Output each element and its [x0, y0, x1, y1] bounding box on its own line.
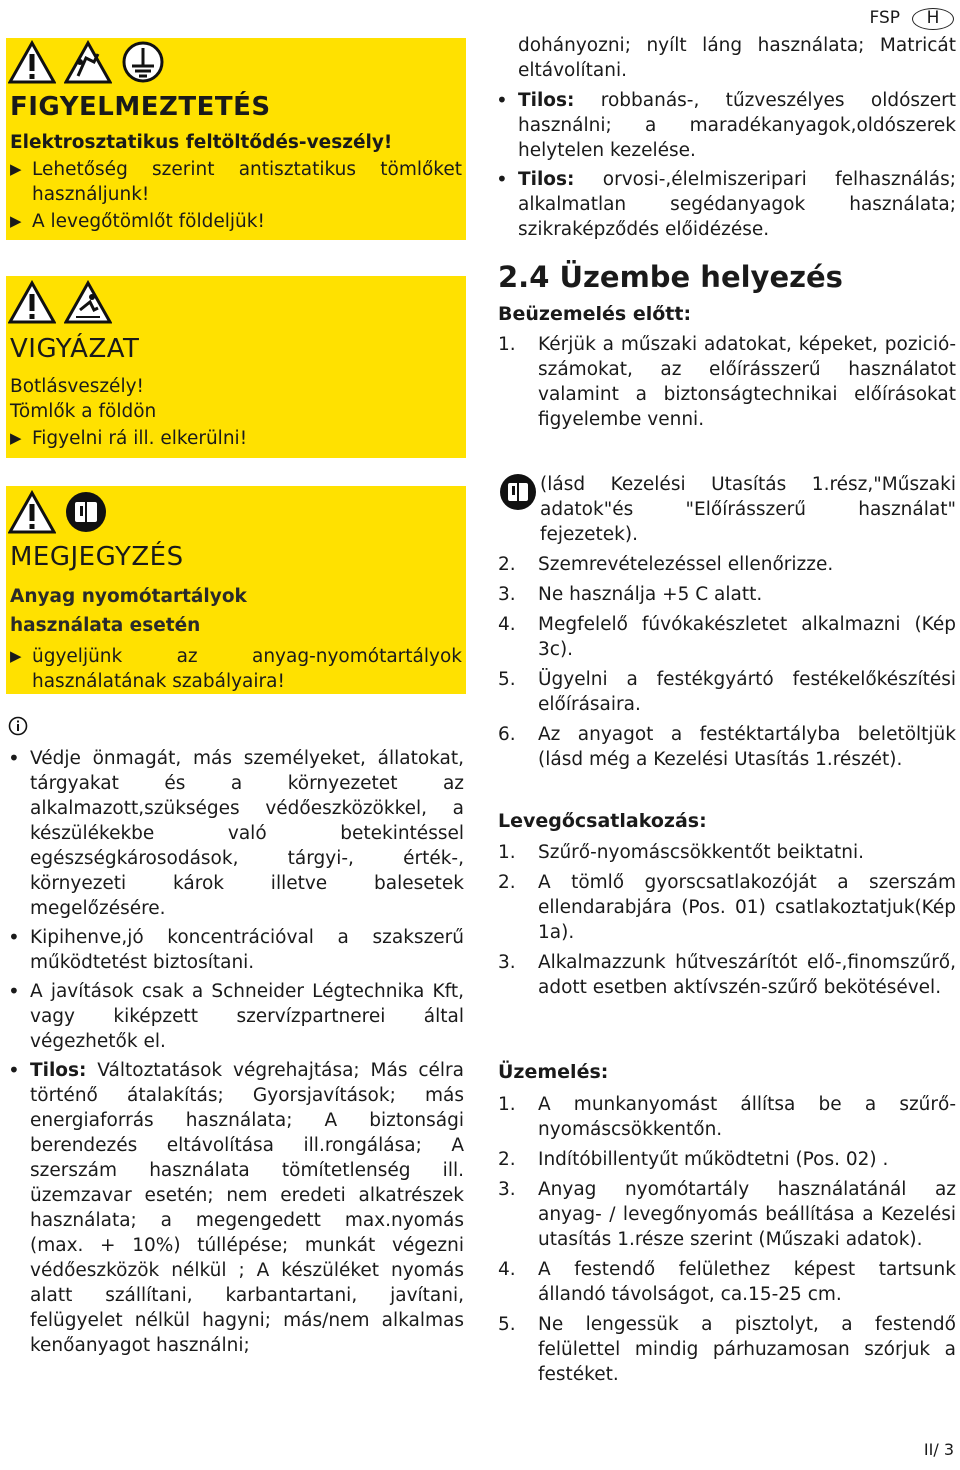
operation-list	[498, 1092, 956, 1392]
continuation-text: dohányozni; nyílt láng használata; Matricát eltávolítani.	[518, 35, 956, 81]
list-item: 6. Az anyagot a festéktartályba beletöltjük (lásd még a Kezelési Utasítás 1.részét).	[498, 724, 956, 770]
arrow-right-icon: ▶	[10, 429, 22, 447]
list-item: • Tilos: Változtatások végrehajtása; Más célra történő átalakítás; Gyorsjavítások; más energiaforrás használata; A biztonsági berendezés eltávolítása ill.rongálása; A szerszám használata tömítetlenség ill. üzemzavar esetén; nem eredeti alkatrészek használata; a megengedett max.nyomás (max. + 10%) túllépése; munkát végezni védőeszközök nélkül ; A készüléket nyomás alatt szállítani, karbantartani, javítani, felügyelet nélkül hagyni; más/nem alkalmas kenőanyagot használni;	[6, 1058, 464, 1358]
before-startup-heading: Beüzemelés előtt:	[498, 303, 692, 325]
list-item: 5. Ne lengessük a pisztolyt, a festendő felülettel mindig párhuzamosan szórjuk a festéket.	[498, 1314, 956, 1385]
info-icon	[8, 716, 28, 736]
section-title: 2.4 Üzembe helyezés	[498, 260, 843, 294]
list-item: 3. Ne használja +5 C alatt.	[498, 584, 763, 605]
warning-triangle-icon	[8, 40, 56, 84]
read-manual-icon	[498, 472, 538, 512]
caution-line: ▶ Figyelni rá ill. elkerülni!	[10, 428, 248, 449]
safety-bullet-list	[6, 746, 464, 1362]
caution-box	[6, 276, 466, 458]
operation-heading: Üzemelés:	[498, 1061, 609, 1083]
list-item: 4. Megfelelő fúvókakészletet alkalmazni (Kép 3c).	[498, 614, 956, 660]
caution-icons	[6, 276, 466, 326]
page-number: II/ 3	[923, 1440, 954, 1459]
prohibition-list	[494, 88, 956, 246]
list-item: • A javítások csak a Schneider Légtechnika Kft, vagy kiképzett szervízpartnerei által végezhetők el.	[6, 979, 464, 1054]
caution-subtitle: Botlásveszély!	[10, 376, 144, 397]
note-title: MEGJEGYZÉS	[10, 542, 184, 572]
doc-code: FSP	[869, 8, 900, 28]
arrow-right-icon: ▶	[10, 160, 22, 178]
list-item: 3. Alkalmazzunk hűtveszárítót elő-,finomszűrő, adott esetben aktívszén-szűrő bekötésével.	[498, 952, 956, 998]
note-subtitle: Anyag nyomótartályok	[10, 586, 247, 607]
list-item: 4. A festendő felülethez képest tartsunk állandó távolságot, ca.15-25 cm.	[498, 1259, 956, 1305]
warning-title: FIGYELMEZTETÉS	[10, 92, 271, 122]
grounding-icon	[120, 40, 166, 84]
caution-subtitle: Tömlők a földön	[10, 401, 157, 422]
warning-triangle-icon	[8, 490, 56, 534]
before-startup-item-1: 1. Kérjük a műszaki adatokat, képeket, poziciószámokat, az előírásszerű használatot valamint a biztonságtechnikai előírásokat figyelembe venni.	[498, 334, 956, 430]
electrostatic-hazard-icon	[64, 40, 112, 84]
air-connection-list	[498, 840, 956, 1005]
list-item: 5. Ügyelni a festékgyártó festékelőkészítési előírásaira.	[498, 669, 956, 715]
list-item: • Védje önmagát, más személyeket, állatokat, tárgyakat és a környezetet az alkalmazott,szükséges védőeszközökkel, a készülékekbe való betekintéssel egészségkárosodások, tárgyi-, érték-, környezeti károk illetve balesetek megelőzésére.	[6, 746, 464, 921]
warning-box	[6, 38, 466, 240]
list-item: • Kipihenve,jó koncentrációval a szakszerű működtetést biztosítani.	[6, 925, 464, 975]
list-item: • Tilos: orvosi-,élelmiszeripari felhasználás; alkalmatlan segédanyagok használata; szikraképződés előidézése.	[494, 167, 956, 242]
caution-title: VIGYÁZAT	[10, 334, 140, 364]
note-line: ▶ ügyeljünk az anyag-nyomótartályok használatának szabályaira!	[10, 646, 462, 692]
before-startup-list	[498, 552, 956, 777]
list-item: 3. Anyag nyomótartály használatánál az anyag- / levegőnyomás beállítása a Kezelési utasítás 1.része szerint (Műszaki adatok).	[498, 1179, 956, 1250]
warning-line: ▶ Lehetőség szerint antisztatikus tömlőket használjunk!	[10, 159, 462, 205]
warning-triangle-icon	[8, 280, 56, 324]
language-badge: H	[912, 8, 954, 30]
list-item: • Tilos: robbanás-, tűzveszélyes oldószert használni; a maradékanyagok,oldószerek helytelen kezelése.	[494, 88, 956, 163]
list-item: 1. Szűrő-nyomáscsökkentőt beiktatni.	[498, 842, 865, 863]
list-item: 1. A munkanyomást állítsa be a szűrő-nyomáscsökkentőn.	[498, 1094, 956, 1140]
manual-reference-note: (lásd Kezelési Utasítás 1.rész,"Műszaki adatok"és "Előírásszerű használat" fejezetek).	[540, 474, 956, 545]
warning-subtitle: Elektrosztatikus feltöltődés-veszély!	[10, 132, 393, 153]
note-subtitle: használata esetén	[10, 615, 201, 636]
page-header	[869, 6, 954, 31]
arrow-right-icon: ▶	[10, 212, 22, 230]
air-connection-heading: Levegőcsatlakozás:	[498, 810, 707, 832]
warning-icons	[6, 38, 466, 86]
warning-line: ▶ A levegőtömlőt földeljük!	[10, 211, 265, 232]
trip-hazard-icon	[64, 280, 112, 324]
list-item: 2. A tömlő gyorscsatlakozóját a szerszám ellendarabjára (Pos. 01) csatlakoztatjuk(Kép 1a).	[498, 872, 956, 943]
note-box	[6, 486, 466, 694]
arrow-right-icon: ▶	[10, 647, 22, 665]
note-icons	[6, 486, 466, 536]
list-item: 2. Indítóbillentyűt működtetni (Pos. 02) .	[498, 1149, 889, 1170]
list-item: 2. Szemrevételezéssel ellenőrizze.	[498, 554, 834, 575]
read-manual-icon	[64, 490, 108, 534]
